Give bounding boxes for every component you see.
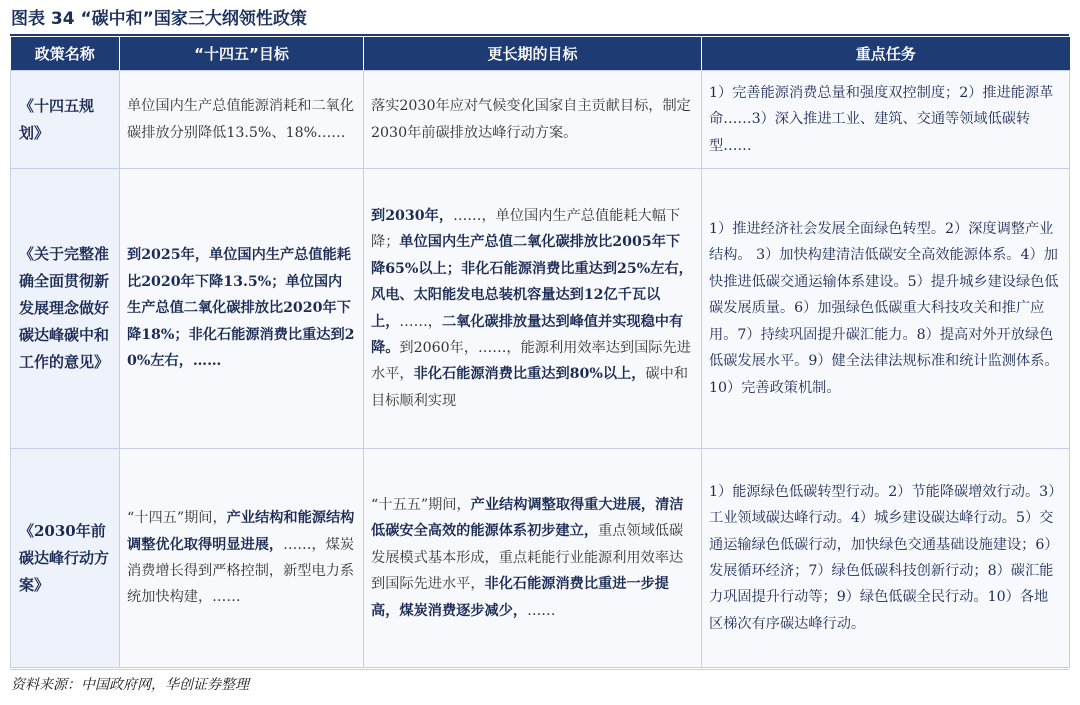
- bold-segment: 单位国内生产总值二氧化碳排放比2005年下降65%以上；非化石能源消费比重达到25%左右，风电、太阳能发电总装机容量达到12亿千瓦以上，: [371, 234, 693, 330]
- goal-14th: [120, 169, 364, 449]
- header-14th-goal: “十四五”目标: [120, 37, 364, 71]
- text-segment: 到2060年，……，能源利用效率达到国际先进水平，: [371, 339, 691, 383]
- goal-14th: [120, 71, 364, 169]
- bold-segment: 非化石能源消费比重达到80%以上，: [413, 366, 646, 383]
- key-tasks: 1）完善能源消费总量和强度双控制度；2）推进能源革命……3）深入推进工业、建筑、交通等领域低碳转型……: [702, 71, 1070, 169]
- bold-segment: 产业结构调整取得重大进展，清洁低碳安全高效的能源体系初步建立，: [371, 496, 684, 540]
- text-segment: ……，煤炭消费增长得到严格控制，新型电力系统加快构建，……: [127, 536, 355, 606]
- policy-name: 《2030年前碳达峰行动方案》: [11, 449, 120, 668]
- table-row: [11, 71, 1070, 169]
- key-tasks: 1）推进经济社会发展全面绿色转型。2）深度调整产业结构。 3）加快构建清洁低碳安全高效能源体系。4）加快推进低碳交通运输体系建设。5）提升城乡建设绿色低碳发展质量。6）加强绿色低碳重大科技攻关和推广应用。7）持续巩固提升碳汇能力。8）提高对外开放绿色低碳发展水平。9）健全法律法规标准和统计监测体系。10）完善政策机制。: [702, 169, 1070, 449]
- text-segment: 碳中和目标顺利实现: [371, 366, 689, 409]
- policy-table: [10, 37, 1070, 668]
- text-segment: ……，单位国内生产总值能耗大幅下降；: [371, 207, 681, 251]
- bold-segment: 到2025年，单位国内生产总值能耗比2020年下降13.5%；单位国内生产总值二氧化碳排放比2020年下降18%；非化石能源消费比重达到20%左右，……: [127, 247, 355, 370]
- title-rule: [10, 34, 1069, 36]
- source-rule: [10, 669, 1069, 670]
- long-term-goal: [364, 169, 702, 449]
- header-row: [11, 37, 1070, 71]
- text-segment: ……: [527, 602, 556, 619]
- header-policy-name: 政策名称: [11, 37, 120, 71]
- table-row: [11, 169, 1070, 449]
- text-segment: 落实2030年应对气候变化国家自主贡献目标，制定2030年前碳排放达峰行动方案。: [371, 98, 691, 141]
- source-note: 资料来源：中国政府网，华创证券整理: [11, 677, 249, 693]
- policy-name: 《十四五规划》: [11, 71, 120, 169]
- goal-14th: [120, 449, 364, 668]
- header-key-tasks: 重点任务: [702, 37, 1070, 71]
- figure-title: 图表 34 “碳中和”国家三大纲领性政策: [11, 9, 307, 29]
- text-segment: ……，: [399, 313, 442, 330]
- table-row: [11, 449, 1070, 668]
- text-segment: “十五五”期间，: [371, 496, 471, 513]
- long-term-goal: [364, 71, 702, 169]
- bold-segment: 到2030年，: [371, 207, 454, 224]
- long-term-goal: [364, 449, 702, 668]
- header-long-term-goal: 更长期的目标: [364, 37, 702, 71]
- text-segment: 重点领域低碳发展模式基本形成，重点耗能行业能源利用效率达到国际先进水平，: [371, 523, 684, 593]
- text-segment: 单位国内生产总值能源消耗和二氧化碳排放分别降低13.5%、18%……: [127, 98, 355, 141]
- text-segment: “十四五”期间，: [127, 510, 227, 527]
- policy-name: 《关于完整准确全面贯彻新发展理念做好碳达峰碳中和工作的意见》: [11, 169, 120, 449]
- bold-segment: 非化石能源消费比重进一步提高，煤炭消费逐步减少，: [371, 576, 669, 619]
- bold-segment: 二氧化碳排放量达到峰值并实现稳中有降。: [371, 313, 684, 356]
- bold-segment: 产业结构和能源结构调整优化取得明显进展，: [127, 510, 355, 553]
- key-tasks: 1）能源绿色低碳转型行动。2）节能降碳增效行动。3）工业领域碳达峰行动。4）城乡建设碳达峰行动。5）交通运输绿色低碳行动，加快绿色交通基础设施建设；6）发展循环经济；7）绿色低碳科技创新行动；8）碳汇能力巩固提升行动等；9）绿色低碳全民行动。10）各地区梯次有序碳达峰行动。: [702, 449, 1070, 668]
